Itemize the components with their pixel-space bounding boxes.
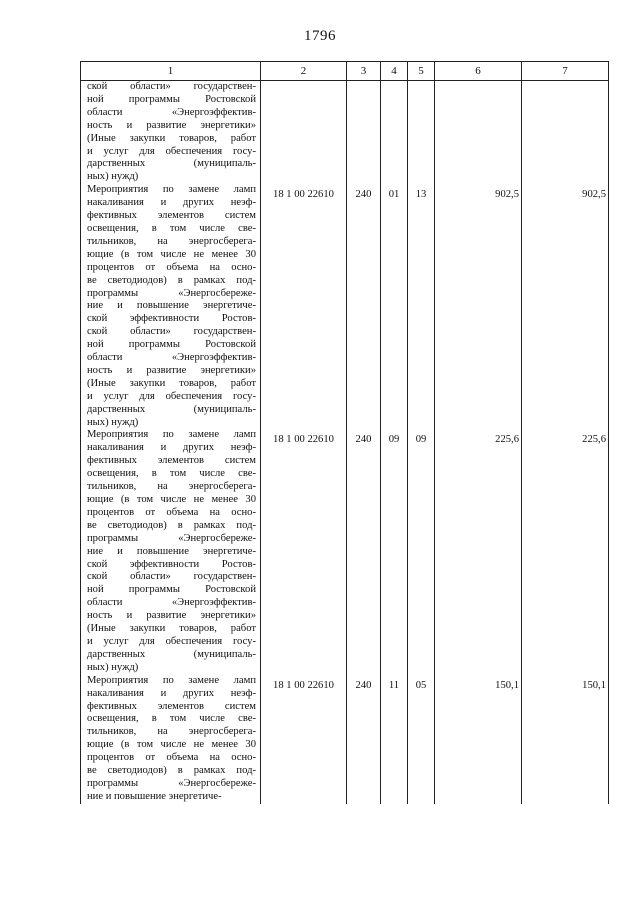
description-line: накаливания и других неэф-	[87, 687, 256, 699]
expense-type-code	[347, 81, 381, 185]
subsection-code: 09	[408, 429, 435, 674]
amount-col-7: 902,5	[522, 184, 609, 429]
description-line: ве светодиодов) в рамках под-	[87, 274, 256, 286]
table-row	[81, 675, 609, 804]
target-article-code: 18 1 00 22610	[261, 675, 347, 804]
description-line: дарственных (муниципаль-	[87, 403, 256, 415]
budget-table	[80, 61, 609, 804]
target-article-code	[261, 81, 347, 185]
description-line: и услуг для обеспечения госу-	[87, 635, 256, 647]
description-line: (Иные закупки товаров, работ	[87, 623, 256, 635]
description-line: ющие (в том числе не менее 30	[87, 494, 256, 505]
description-line: области «Энергоэффектив-	[87, 106, 256, 118]
description-line: ве светодиодов) в рамках под-	[87, 765, 256, 777]
description-line: накаливания и других неэф-	[87, 197, 256, 209]
subsection-code	[408, 81, 435, 185]
description-line: ность и развитие энергетики»	[87, 119, 256, 131]
description-line: программы «Энергосбереже-	[87, 287, 256, 299]
description-line: ных) нужд)	[87, 416, 139, 428]
description-line: ние и повышение энергетиче-	[87, 545, 256, 557]
header-col-7: 7	[522, 62, 609, 81]
description-line: области «Энергоэффектив-	[87, 352, 256, 364]
amount-col-6: 902,5	[435, 184, 522, 429]
target-article-code: 18 1 00 22610	[261, 429, 347, 674]
expense-type-code: 240	[347, 675, 381, 804]
description-line: ской области» государствен-	[87, 81, 256, 92]
table-header-row	[81, 62, 609, 81]
description-line: фективных элементов систем	[87, 455, 256, 467]
expense-type-code: 240	[347, 184, 381, 429]
description-line: освещения, в том числе све-	[87, 713, 256, 725]
description-line: ской области» государствен-	[87, 571, 256, 583]
description-line: фективных элементов систем	[87, 700, 256, 712]
table-body	[81, 81, 609, 804]
row-description	[81, 81, 261, 185]
section-code: 11	[381, 675, 408, 804]
amount-col-7: 225,6	[522, 429, 609, 674]
description-line: процентов от объема на осно-	[87, 261, 256, 273]
description-line: ных) нужд)	[87, 171, 139, 183]
row-description	[81, 184, 261, 429]
expense-type-code: 240	[347, 429, 381, 674]
description-line: дарственных (муниципаль-	[87, 158, 256, 170]
description-line: ской области» государствен-	[87, 326, 256, 338]
header-col-3: 3	[347, 62, 381, 81]
description-line: ние и повышение энергетиче-	[87, 300, 256, 312]
header-col-2: 2	[261, 62, 347, 81]
description-line: накаливания и других неэф-	[87, 442, 256, 454]
page-number: 1796	[304, 28, 336, 44]
section-code	[381, 81, 408, 185]
table-row	[81, 184, 609, 429]
section-code: 01	[381, 184, 408, 429]
description-line: ность и развитие энергетики»	[87, 610, 256, 622]
description-line: тильников, на энергосберега-	[87, 726, 256, 738]
header-col-5: 5	[408, 62, 435, 81]
description-line: процентов от объема на осно-	[87, 506, 256, 518]
header-col-4: 4	[381, 62, 408, 81]
description-line: ской эффективности Ростов-	[87, 558, 256, 570]
description-line: и услуг для обеспечения госу-	[87, 145, 256, 157]
description-line: Мероприятия по замене ламп	[87, 429, 256, 441]
description-line: ной программы Ростовской	[87, 584, 256, 596]
description-line: дарственных (муниципаль-	[87, 648, 256, 660]
table-row	[81, 81, 609, 185]
description-line: и услуг для обеспечения госу-	[87, 390, 256, 402]
description-line: (Иные закупки товаров, работ	[87, 377, 256, 389]
description-line: освещения, в том числе све-	[87, 468, 256, 480]
amount-col-6	[435, 81, 522, 185]
amount-col-7: 150,1	[522, 675, 609, 804]
description-line: фективных элементов систем	[87, 210, 256, 222]
description-line: ность и развитие энергетики»	[87, 364, 256, 376]
header-col-6: 6	[435, 62, 522, 81]
description-line: тильников, на энергосберега-	[87, 481, 256, 493]
table-row	[81, 429, 609, 674]
description-line: Мероприятия по замене ламп	[87, 674, 256, 686]
description-line: ющие (в том числе не менее 30	[87, 739, 256, 751]
description-line: процентов от объема на осно-	[87, 752, 256, 764]
description-line: (Иные закупки товаров, работ	[87, 132, 256, 144]
description-line: ве светодиодов) в рамках под-	[87, 519, 256, 531]
description-line: ной программы Ростовской	[87, 339, 256, 351]
description-line: ской эффективности Ростов-	[87, 313, 256, 325]
subsection-code: 05	[408, 675, 435, 804]
amount-col-6: 150,1	[435, 675, 522, 804]
description-line: программы «Энергосбереже-	[87, 532, 256, 544]
description-line: ние и повышение энергетиче-	[87, 790, 222, 802]
section-code: 09	[381, 429, 408, 674]
target-article-code: 18 1 00 22610	[261, 184, 347, 429]
description-line: ной программы Ростовской	[87, 93, 256, 105]
amount-col-6: 225,6	[435, 429, 522, 674]
subsection-code: 13	[408, 184, 435, 429]
row-description	[81, 429, 261, 674]
description-line: Мероприятия по замене ламп	[87, 184, 256, 196]
description-line: программы «Энергосбереже-	[87, 777, 256, 789]
description-line: области «Энергоэффектив-	[87, 597, 256, 609]
row-description	[81, 675, 261, 804]
description-line: ных) нужд)	[87, 661, 139, 673]
amount-col-7	[522, 81, 609, 185]
description-line: тильников, на энергосберега-	[87, 235, 256, 247]
header-col-1: 1	[81, 62, 261, 81]
description-line: ющие (в том числе не менее 30	[87, 248, 256, 260]
description-line: освещения, в том числе све-	[87, 222, 256, 234]
